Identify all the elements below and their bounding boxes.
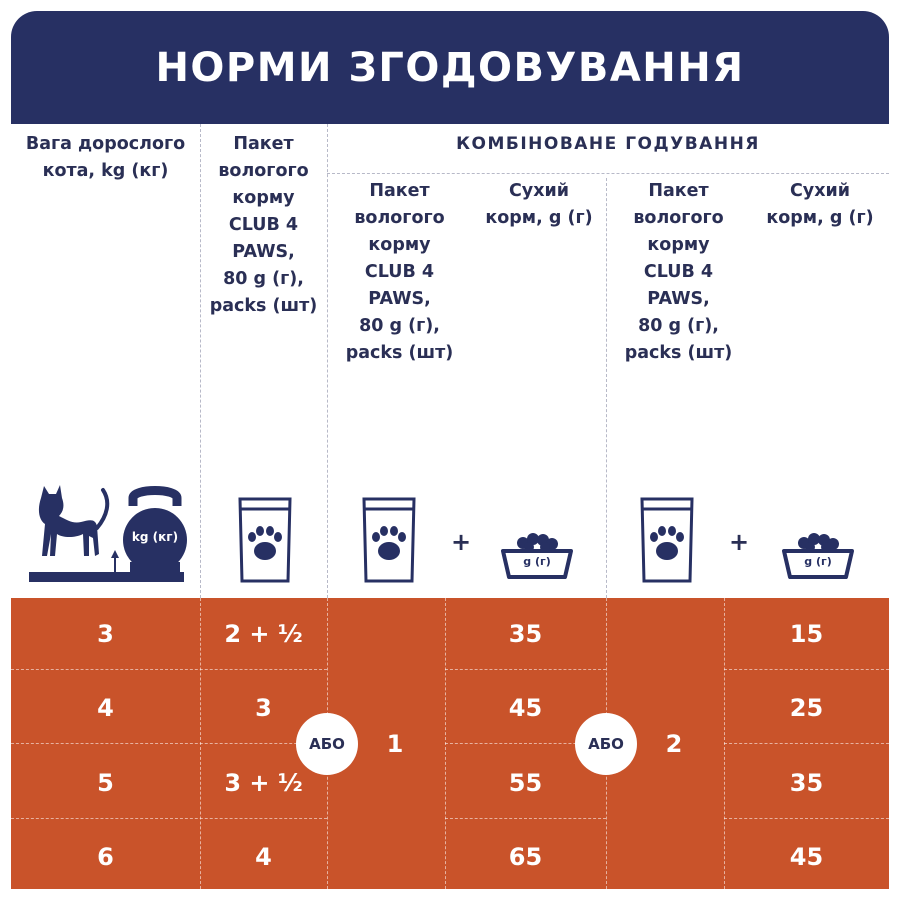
divider xyxy=(606,178,607,598)
dry2-cell: 45 xyxy=(789,843,824,871)
column-header-combo2-wet: Пакет вологого корму CLUB 4 PAWS, 80 g (г), packs (шт) xyxy=(624,181,733,363)
food-bowl-icon xyxy=(778,523,858,581)
food-pouch-icon xyxy=(359,491,419,587)
dry1-cell: 35 xyxy=(508,620,543,648)
plus-sign: + xyxy=(451,528,472,556)
column-header-combo1-wet: Пакет вологого корму CLUB 4 PAWS, 80 g (г), packs (шт) xyxy=(345,181,454,363)
combo1-packs-cell: 1 xyxy=(386,730,404,758)
divider xyxy=(200,124,201,598)
food-pouch-icon xyxy=(235,491,295,587)
dry2-cell: 35 xyxy=(789,769,824,797)
row-divider xyxy=(11,743,327,744)
column-header-combo1-dry: Сухий корм, g (г) xyxy=(485,181,593,228)
page-title: НОРМИ ЗГОДОВУВАННЯ xyxy=(155,44,745,91)
wet-packs-cell: 3 + ½ xyxy=(224,769,303,797)
row-divider xyxy=(445,669,606,670)
row-divider xyxy=(724,818,889,819)
row-divider xyxy=(724,669,889,670)
food-pouch-icon xyxy=(637,491,697,587)
kettlebell-label: kg (кг) xyxy=(131,530,179,544)
wet-packs-cell: 2 + ½ xyxy=(224,620,303,648)
feeding-table-card xyxy=(11,11,889,889)
bowl-label: g (г) xyxy=(804,555,832,568)
weight-cell: 3 xyxy=(97,620,114,648)
divider xyxy=(327,173,889,174)
row-divider xyxy=(445,818,606,819)
row-divider xyxy=(724,743,889,744)
dry1-cell: 55 xyxy=(508,769,543,797)
dry1-cell: 65 xyxy=(508,843,543,871)
column-header-weight: Вага дорослого кота, kg (кг) xyxy=(25,134,186,181)
column-header-combined: КОМБІНОВАНЕ ГОДУВАННЯ xyxy=(456,134,760,154)
column-header-combo2-dry: Сухий корм, g (г) xyxy=(766,181,874,228)
bowl-label: g (г) xyxy=(523,555,551,568)
column-header-wet-only: Пакет вологого корму CLUB 4 PAWS, 80 g (г), packs (шт) xyxy=(209,134,318,316)
food-bowl-icon xyxy=(497,523,577,581)
dry2-cell: 25 xyxy=(789,694,824,722)
weight-cell: 6 xyxy=(97,843,114,871)
divider xyxy=(327,124,328,598)
header-bar xyxy=(11,11,889,124)
combo2-packs-cell: 2 xyxy=(665,730,683,758)
weight-cell: 5 xyxy=(97,769,114,797)
row-divider xyxy=(11,818,327,819)
plus-sign: + xyxy=(729,528,750,556)
dry1-cell: 45 xyxy=(508,694,543,722)
or-badge: АБО xyxy=(575,713,637,775)
wet-packs-cell: 3 xyxy=(255,694,272,722)
or-badge: АБО xyxy=(296,713,358,775)
dry2-cell: 15 xyxy=(789,620,824,648)
wet-packs-cell: 4 xyxy=(255,843,272,871)
data-table xyxy=(11,598,889,889)
weight-cell: 4 xyxy=(97,694,114,722)
row-divider xyxy=(11,669,327,670)
